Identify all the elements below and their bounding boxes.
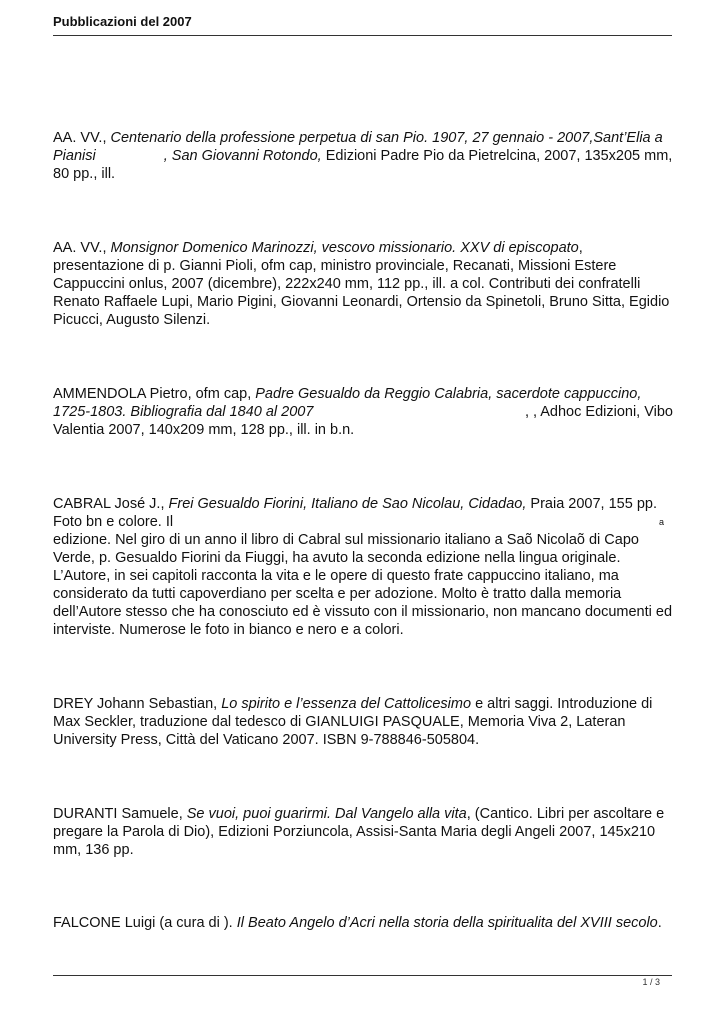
entry-details-line1: Praia 2007, 155 pp. bbox=[526, 496, 657, 512]
entry-author: CABRAL José J., bbox=[53, 496, 169, 512]
entry-title: Padre Gesualdo da Reggio Calabria, sacerdote cappuccino, 1725-1803. Bibliografia dal 1840 al 2007 bbox=[53, 386, 642, 420]
entry-place: , San Giovanni Rotondo, bbox=[163, 148, 322, 164]
footer-divider bbox=[53, 975, 672, 976]
entry-title: Frei Gesualdo Fiorini, Italiano de Sao Nicolau, Cidadao, bbox=[168, 496, 527, 512]
entry-author: AMMENDOLA Pietro, ofm cap, bbox=[53, 386, 256, 402]
entry-details: , (Cantico. Libri per ascoltare e pregare la Parola di Dio), Edizioni Porziuncola, Assisi-Santa Maria degli Angeli 2007, 145x210 mm, 136 pp. bbox=[53, 806, 665, 858]
entry-title: Se vuoi, puoi guarirmi. Dal Vangelo alla vita bbox=[186, 806, 467, 822]
bibliography-entry-1 bbox=[53, 129, 673, 183]
bibliography-entry-4 bbox=[53, 495, 673, 639]
entry-description: edizione. Nel giro di un anno il libro di Cabral sul missionario italiano a Saõ Nicolaõ di Capo Verde, p. Gesualdo Fiorini da Fiuggi, ha avuto la seconda edizione nella lingua originale. L’Autore, in sei capitoli racconta la vita e le opere di questo frate cappuccino italiano, ma considerato da tutti capoverdiano per scelta e per adozione. Molto è tratto dalla memoria dell’Autore stesso che ha conosciuto ed è vissuto con il missionario, non mancano documenti ed interviste. Numerose le foto in bianco e nero e a colori. bbox=[53, 532, 673, 638]
entry-author: AA. VV., bbox=[53, 240, 111, 256]
entry-details: Edizioni Padre Pio da Pietrelcina, 2007, 135x205 mm, 80 pp., ill. bbox=[53, 148, 673, 182]
entry-details: , presentazione di p. Gianni Pioli, ofm cap, ministro provinciale, Recanati, Missioni Estere Cappuccini onlus, 2007 (dicembre), 222x240 mm, 112 pp., ill. a col. Contributi dei confratelli Renato Raffaele Lupi, Mario Pigini, Giovanni Leonardi, Ortensio da Spinetoli, Bruno Sitta, Egidio Picucci, Augusto Silenzi. bbox=[53, 240, 670, 328]
edition-superscript: a bbox=[658, 517, 664, 527]
entry-author: DURANTI Samuele, bbox=[53, 806, 187, 822]
entry-title: Centenario della professione perpetua di san Pio. 1907, 27 gennaio - 2007,Sant’Elia a Pianisi bbox=[53, 130, 663, 164]
entry-details: e altri saggi. Introduzione di Max Seckler, traduzione dal tedesco di GIANLUIGI PASQUALE, Memoria Viva 2, Lateran University Press, Città del Vaticano 2007. ISBN 9-788846-505804. bbox=[53, 696, 653, 748]
bibliography-entry-5 bbox=[53, 695, 673, 749]
entry-title: Lo spirito e l’essenza del Cattolicesimo bbox=[221, 696, 472, 712]
entry-author: FALCONE Luigi (a cura di ). bbox=[53, 915, 237, 931]
entry-author: DREY Johann Sebastian, bbox=[53, 696, 222, 712]
page-number: 1 / 3 bbox=[642, 977, 660, 987]
header-divider bbox=[53, 35, 672, 36]
entry-details-line2: Foto bn e colore. Il bbox=[53, 514, 174, 530]
entry-details: . bbox=[657, 915, 662, 931]
entry-title: Il Beato Angelo d’Acri nella storia della spiritualita del XVIII secolo bbox=[236, 915, 658, 931]
entry-publisher-start: , , Adhoc Edizioni, Vibo bbox=[524, 404, 673, 420]
entry-title: Monsignor Domenico Marinozzi, vescovo missionario. XXV di episcopato bbox=[110, 240, 579, 256]
bibliography-entry-3 bbox=[53, 385, 673, 439]
bibliography-entry-6 bbox=[53, 805, 673, 859]
entry-details: Valentia 2007, 140x209 mm, 128 pp., ill. in b.n. bbox=[53, 422, 355, 438]
entry-author: AA. VV., bbox=[53, 130, 111, 146]
bibliography-entry-2 bbox=[53, 239, 673, 329]
page-header-title: Pubblicazioni del 2007 bbox=[53, 14, 192, 29]
bibliography-entry-7 bbox=[53, 914, 673, 932]
